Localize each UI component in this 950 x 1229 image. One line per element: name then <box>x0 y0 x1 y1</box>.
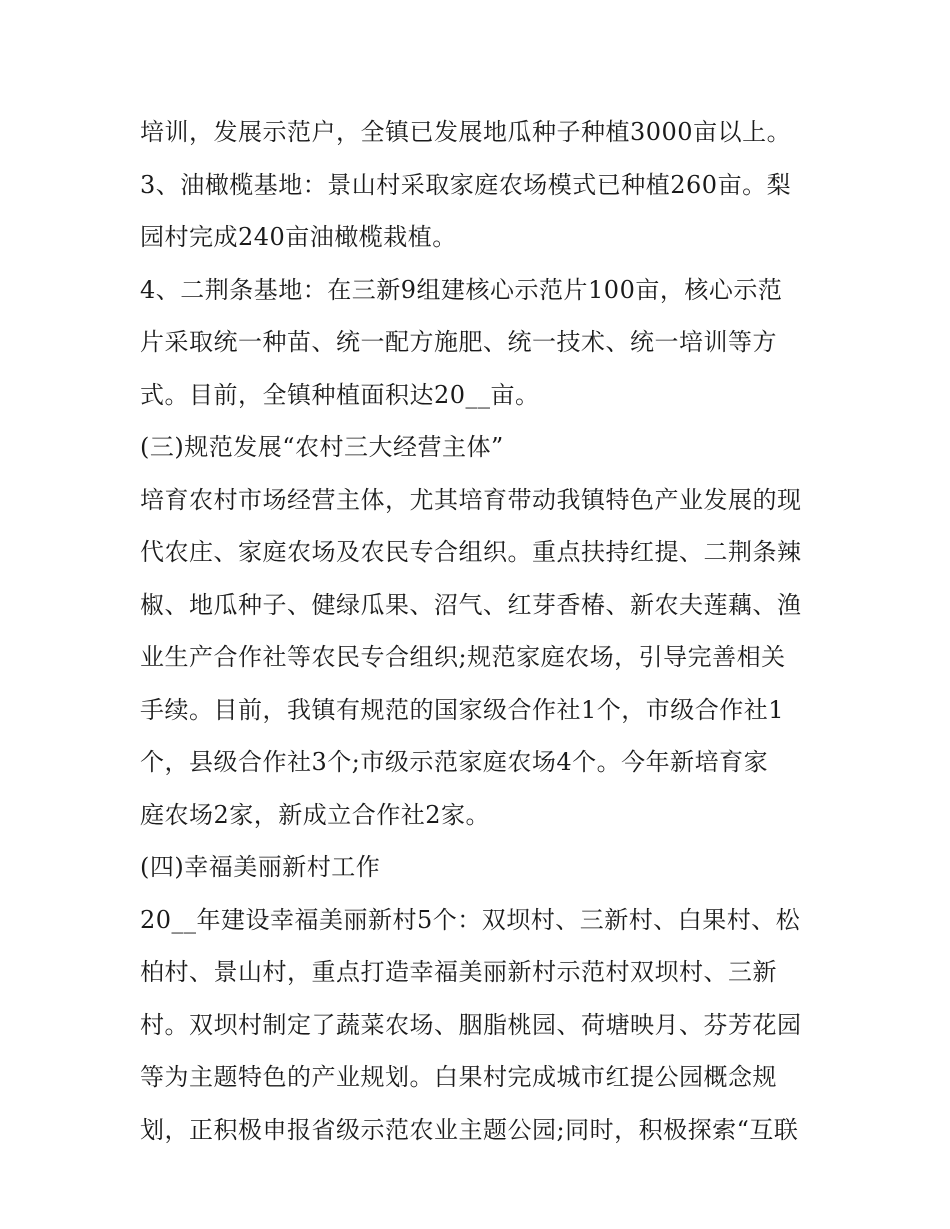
document-body <box>140 106 830 1156</box>
paragraph-line: 手续。目前，我镇有规范的国家级合作社1个，市级合作社1 <box>140 695 785 724</box>
paragraph-line: 柏村、景山村，重点打造幸福美丽新村示范村双坝村、三新 <box>140 958 777 986</box>
paragraph-line: 20__年建设幸福美丽新村5个：双坝村、三新村、白果村、松 <box>140 905 801 934</box>
paragraph-line: 业生产合作社等农民专合组织;规范家庭农场，引导完善相关 <box>140 643 786 671</box>
paragraph-line: 培育农村市场经营主体，尤其培育带动我镇特色产业发展的现 <box>140 485 802 514</box>
paragraph-line: 3、油橄榄基地：景山村采取家庭农场模式已种植260亩。梨 <box>140 170 792 199</box>
paragraph-line: 4、二荆条基地：在三新9组建核心示范片100亩，核心示范 <box>140 275 783 304</box>
section-heading: (三)规范发展“农村三大经营主体” <box>140 433 504 461</box>
paragraph-line: 椒、地瓜种子、健绿瓜果、沼气、红芽香椿、新农夫莲藕、渔 <box>140 590 802 619</box>
paragraph-line: 村。双坝村制定了蔬菜农场、胭脂桃园、荷塘映月、芬芳花园 <box>140 1010 802 1039</box>
paragraph-line: 培训，发展示范户，全镇已发展地瓜种子种植3000亩以上。 <box>140 118 792 146</box>
paragraph-line: 个，县级合作社3个;市级示范家庭农场4个。今年新培育家 <box>140 748 769 776</box>
paragraph-line: 等为主题特色的产业规划。白果村完成城市红提公园概念规 <box>140 1063 777 1091</box>
paragraph-line: 园村完成240亩油橄榄栽植。 <box>140 223 457 251</box>
paragraph-line: 片采取统一种苗、统一配方施肥、统一技术、统一培训等方 <box>140 328 777 356</box>
paragraph-line: 划，正积极申报省级示范农业主题公园;同时，积极探索“互联 <box>140 1115 799 1144</box>
paragraph-line: 代农庄、家庭农场及农民专合组织。重点扶持红提、二荆条辣 <box>140 538 802 566</box>
paragraph-line: 庭农场2家，新成立合作社2家。 <box>140 800 491 829</box>
paragraph-line: 式。目前，全镇种植面积达20__亩。 <box>140 380 540 409</box>
section-heading: (四)幸福美丽新村工作 <box>140 853 381 881</box>
